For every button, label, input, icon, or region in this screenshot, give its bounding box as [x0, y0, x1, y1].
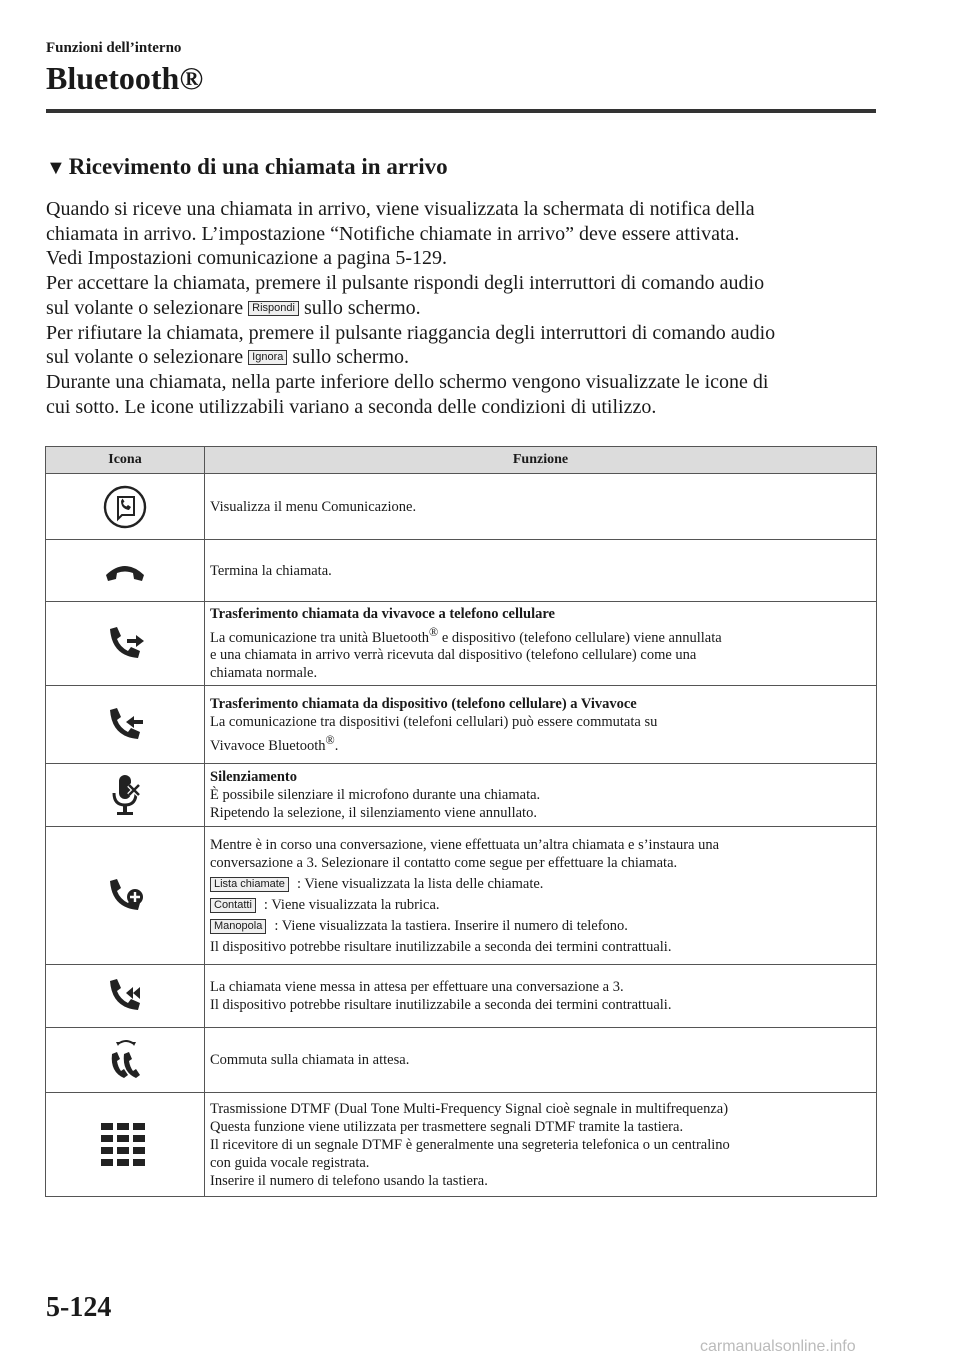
icon-cell	[46, 602, 205, 686]
function-text: Il dispositivo potrebbe risultare inutilizzabile a seconda dei termini contrattuali.	[210, 997, 672, 1013]
table-header-row	[46, 447, 877, 474]
column-header-function: Funzione	[205, 447, 877, 474]
ignore-key: Ignora	[248, 350, 287, 365]
intro-text-span: sullo schermo.	[303, 296, 421, 319]
function-text: È possibile silenziare il microfono durante una chiamata.	[210, 787, 541, 803]
section-title: Bluetooth®	[46, 60, 204, 96]
option-text: : Viene visualizzata la tastiera. Inserire il numero di telefono.	[274, 917, 628, 934]
subheading	[46, 154, 448, 180]
intro-line: Durante una chiamata, nella parte inferiore dello schermo vengono visualizzate le icone di	[46, 370, 769, 393]
intro-text-span: sul volante o selezionare	[46, 296, 244, 319]
function-text-span: .	[334, 737, 339, 754]
table-row	[46, 827, 877, 965]
function-text: con guida vocale registrata.	[210, 1154, 370, 1171]
hang-up-icon	[102, 556, 148, 586]
transfer-to-phone-icon	[102, 621, 148, 667]
swap-call-icon	[102, 1034, 148, 1086]
header-rule	[46, 109, 876, 113]
intro-line	[46, 345, 886, 370]
function-text-span: La comunicazione tra unità Bluetooth	[210, 629, 430, 646]
function-text: Il ricevitore di un segnale DTMF è generalmente una segreteria telefonica o un centralino	[210, 1136, 730, 1153]
icon-cell	[46, 1028, 205, 1093]
chapter-title: Funzioni dell’interno	[46, 40, 182, 56]
table-row	[46, 1028, 877, 1093]
subheading-text: Ricevimento di una chiamata in arrivo	[68, 154, 448, 179]
intro-text-span: sul volante o selezionare	[46, 346, 244, 369]
intro-line: Vedi Impostazioni comunicazione a pagina 5-129.	[46, 247, 447, 270]
intro-line: chiamata in arrivo. L’impostazione “Notifiche chiamate in arrivo” deve essere attivata.	[46, 222, 740, 245]
table-row	[46, 965, 877, 1028]
function-cell	[205, 1028, 877, 1093]
function-text: conversazione a 3. Selezionare il contatto come segue per effettuare la chiamata.	[210, 854, 678, 871]
function-text	[210, 623, 870, 647]
function-cell	[205, 686, 877, 764]
function-text-span: Vivavoce Bluetooth	[210, 737, 326, 754]
watermark: carmanualsonline.info	[700, 1338, 856, 1355]
function-text: Il dispositivo potrebbe risultare inutilizzabile a seconda dei termini contrattuali.	[210, 938, 672, 955]
table-row	[46, 764, 877, 827]
mute-microphone-icon	[105, 771, 145, 819]
intro-text	[46, 197, 886, 419]
dtmf-keypad-icon	[99, 1119, 151, 1171]
option-line	[210, 917, 870, 935]
intro-line: Per accettare la chiamata, premere il pulsante rispondi degli interruttori di comando audio	[46, 272, 765, 295]
triangle-marker-icon: ▼	[46, 157, 66, 179]
intro-line: Quando si riceve una chiamata in arrivo, viene visualizzata la schermata di notifica della	[46, 198, 755, 220]
function-text: Mentre è in corso una conversazione, viene effettuata un’altra chiamata e s’instaura una	[210, 836, 720, 853]
communication-menu-icon	[102, 484, 148, 530]
function-text: Visualizza il menu Comunicazione.	[210, 498, 417, 515]
intro-line: cui sotto. Le icone utilizzabili variano a seconda delle condizioni di utilizzo.	[46, 395, 657, 418]
function-cell	[205, 540, 877, 602]
icon-cell	[46, 827, 205, 965]
call-list-key: Lista chiamate	[210, 877, 289, 892]
function-cell	[205, 764, 877, 827]
icon-function-table	[45, 446, 877, 1197]
dial-key: Manopola	[210, 919, 266, 934]
registered-mark: ®	[429, 624, 439, 639]
function-title: Silenziamento	[210, 769, 297, 785]
table-row	[46, 602, 877, 686]
icon-cell	[46, 686, 205, 764]
transfer-to-handsfree-icon	[102, 702, 148, 748]
function-cell	[205, 965, 877, 1028]
function-text-span: e dispositivo (telefono cellulare) viene annullata	[438, 629, 722, 646]
function-text: Trasmissione DTMF (Dual Tone Multi-Frequency Signal cioè segnale in multifrequenza)	[210, 1100, 729, 1117]
function-text: Commuta sulla chiamata in attesa.	[210, 1052, 410, 1068]
option-line	[210, 875, 870, 893]
function-text: chiamata normale.	[210, 665, 318, 682]
function-text: Termina la chiamata.	[210, 562, 332, 579]
function-text: La chiamata viene messa in attesa per effettuare una conversazione a 3.	[210, 979, 624, 995]
option-text: : Viene visualizzata la lista delle chiamate.	[296, 875, 544, 892]
table-row	[46, 474, 877, 540]
function-cell	[205, 827, 877, 965]
page-number: 5-124	[46, 1292, 112, 1323]
intro-line: Per rifiutare la chiamata, premere il pulsante riaggancia degli interruttori di comando audio	[46, 321, 776, 344]
icon-cell	[46, 965, 205, 1028]
function-cell	[205, 1093, 877, 1197]
function-text: e una chiamata in arrivo verrà ricevuta dal dispositivo (telefono cellulare) come una	[210, 647, 697, 664]
add-call-icon	[102, 873, 148, 919]
function-text	[210, 731, 870, 755]
hold-call-icon	[102, 973, 148, 1019]
registered-mark: ®	[325, 732, 335, 747]
icon-cell	[46, 1093, 205, 1197]
function-cell	[205, 602, 877, 686]
function-title: Trasferimento chiamata da vivavoce a telefono cellulare	[210, 605, 555, 622]
icon-cell	[46, 540, 205, 602]
function-text: Ripetendo la selezione, il silenziamento viene annullato.	[210, 805, 537, 821]
table-row	[46, 1093, 877, 1197]
option-line	[210, 896, 870, 914]
contacts-key: Contatti	[210, 898, 256, 913]
column-header-icon: Icona	[46, 447, 205, 474]
table-row	[46, 540, 877, 602]
option-text: : Viene visualizzata la rubrica.	[263, 896, 440, 913]
function-cell	[205, 474, 877, 540]
intro-text-span: sullo schermo.	[292, 346, 410, 369]
icon-cell	[46, 764, 205, 827]
function-text: La comunicazione tra dispositivi (telefoni cellulari) può essere commutata su	[210, 713, 658, 730]
icon-cell	[46, 474, 205, 540]
function-title: Trasferimento chiamata da dispositivo (telefono cellulare) a Vivavoce	[210, 695, 637, 712]
function-text: Inserire il numero di telefono usando la tastiera.	[210, 1172, 488, 1189]
function-text: Questa funzione viene utilizzata per trasmettere segnali DTMF tramite la tastiera.	[210, 1118, 684, 1135]
table-row	[46, 686, 877, 764]
answer-key: Rispondi	[248, 301, 299, 316]
intro-line	[46, 296, 886, 321]
